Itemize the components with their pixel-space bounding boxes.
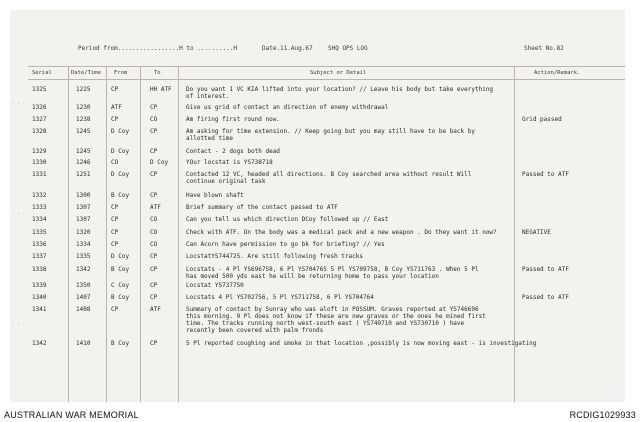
entry-detail-line: Am asking for time extension. // Keep going but you may still have to be back by xyxy=(186,128,475,135)
entry-time: 1238 xyxy=(76,116,91,123)
col-header-from: From xyxy=(114,70,128,76)
entry-from: B Coy xyxy=(111,192,130,199)
col-header-serial: Serial xyxy=(32,70,52,76)
entry-to: D Coy xyxy=(150,159,169,166)
table-header-rule xyxy=(28,79,625,80)
entry-time: 1246 xyxy=(76,159,91,166)
entry-time: 1307 xyxy=(76,216,91,223)
entry-from: D Coy xyxy=(111,128,130,135)
entry-to: CP xyxy=(150,128,158,135)
entry-detail-line: Locstats 4 Pl YS702756, 5 Pl YS711758, 6 Pl YS704764 xyxy=(186,294,374,301)
entry-from: B Coy xyxy=(111,340,130,347)
entry-to: CO xyxy=(150,116,158,123)
entry-time: 1230 xyxy=(76,104,91,111)
entry-detail-line: 5 Pl reported coughing and smoke in that location ,possibly is now moving east - is investigating xyxy=(186,340,537,347)
entry-time: 1300 xyxy=(76,192,91,199)
entry-serial: 1336 xyxy=(32,241,47,248)
entry-detail-line: YOur locstat is YS738718 xyxy=(186,159,273,166)
entry-from: D Coy xyxy=(111,148,130,155)
entry-to: CP xyxy=(150,148,158,155)
entry-to: HH ATF xyxy=(150,86,172,93)
entry-to: ATF xyxy=(150,204,161,211)
log-sheet xyxy=(10,10,625,402)
entry-serial: 1340 xyxy=(32,294,47,301)
period-field: Period from.................H to ..........H xyxy=(78,45,237,52)
entry-action: Passed to ATF xyxy=(522,171,569,178)
entry-serial: 1328 xyxy=(32,128,47,135)
entry-detail-line: Check with ATF. On the body was a medical pack and a new weapon . Do they want it now? xyxy=(186,229,497,236)
archive-credit: AUSTRALIAN WAR MEMORIAL xyxy=(4,410,139,420)
entry-serial: 1330 xyxy=(32,159,47,166)
entry-from: D Coy xyxy=(111,253,130,260)
entry-serial: 1335 xyxy=(32,229,47,236)
entry-to: CP xyxy=(150,192,158,199)
col-header-datetime: Date/Time xyxy=(71,70,101,76)
entry-from: CP xyxy=(111,229,119,236)
entry-from: B Coy xyxy=(111,266,130,273)
entry-to: CO xyxy=(150,216,158,223)
entry-serial: 1325 xyxy=(32,86,47,93)
entry-serial: 1339 xyxy=(32,282,47,289)
entry-serial: 1338 xyxy=(32,266,47,273)
entry-detail-line: allotted time xyxy=(186,135,233,142)
entry-time: 1350 xyxy=(76,282,91,289)
entry-time: 1407 xyxy=(76,294,91,301)
entry-serial: 1332 xyxy=(32,192,47,199)
entry-time: 1245 xyxy=(76,148,91,155)
entry-detail-line: continue original task xyxy=(186,178,266,185)
entry-to: CO xyxy=(150,241,158,248)
date-field: Date.11.Aug.67 xyxy=(262,45,313,52)
entry-from: D Coy xyxy=(111,171,130,178)
punch-mark: · · · · · xyxy=(12,322,36,326)
entry-detail-line: Contacted 12 VC, headed all directions. B Coy searched area without result Will xyxy=(186,171,472,178)
entry-detail-line: Brief summary of the contact passed to ATF xyxy=(186,204,338,211)
entry-to: CP xyxy=(150,253,158,260)
entry-from: CP xyxy=(111,116,119,123)
entry-detail-line: this morning. 9 Pl does not know if these are new graves or the ones he mined first xyxy=(186,313,486,320)
entry-from: C Coy xyxy=(111,282,130,289)
entry-detail-line: Can Acorn have permission to go bk for briefing? // Yes xyxy=(186,241,385,248)
entry-from: CP xyxy=(111,204,119,211)
entry-time: 1342 xyxy=(76,266,91,273)
column-divider xyxy=(68,66,69,402)
entry-to: CO xyxy=(150,229,158,236)
column-divider xyxy=(140,66,141,402)
entry-serial: 1326 xyxy=(32,104,47,111)
column-divider xyxy=(514,66,515,402)
entry-to: CP xyxy=(150,294,158,301)
punch-mark: · · · · · xyxy=(12,102,36,106)
entry-serial: 1341 xyxy=(32,306,47,313)
entry-serial: 1331 xyxy=(32,171,47,178)
entry-action: Passed to ATF xyxy=(522,294,569,301)
sheet-number: Sheet No.82 xyxy=(524,45,564,52)
entry-detail-line: time. The tracks running north west-south east ( YS740710 and YS730710 ) have xyxy=(186,320,465,327)
entry-serial: 1327 xyxy=(32,116,47,123)
entry-action: Passed to ATF xyxy=(522,266,569,273)
entry-detail-line: Have blown shaft xyxy=(186,192,244,199)
entry-detail-line: Contact - 2 dogs both dead xyxy=(186,148,280,155)
entry-from: CO xyxy=(111,159,119,166)
col-header-subject: Subject or Detail xyxy=(310,70,367,76)
entry-action: Grid passed xyxy=(522,116,562,123)
entry-serial: 1333 xyxy=(32,204,47,211)
entry-serial: 1337 xyxy=(32,253,47,260)
entry-from: CP xyxy=(111,216,119,223)
entry-from: ATF xyxy=(111,104,122,111)
entry-from: CP xyxy=(111,306,119,313)
entry-time: 1251 xyxy=(76,171,91,178)
entry-to: CP xyxy=(150,104,158,111)
entry-from: CP xyxy=(111,86,119,93)
col-header-to: To xyxy=(154,70,161,76)
entry-detail-line: Am firing first round now. xyxy=(186,116,280,123)
archive-reference: RCDIG1029933 xyxy=(569,410,636,420)
entry-detail-line: of interest. xyxy=(186,93,230,100)
entry-time: 1334 xyxy=(76,241,91,248)
entry-time: 1410 xyxy=(76,340,91,347)
entry-from: B Coy xyxy=(111,294,130,301)
column-divider xyxy=(178,66,179,402)
entry-time: 1225 xyxy=(76,86,91,93)
entry-detail-line: Give us grid of contact an direction of enemy withdrawal xyxy=(186,104,389,111)
entry-time: 1320 xyxy=(76,229,91,236)
entry-detail-line: recently been covered with palm fronds xyxy=(186,327,324,334)
entry-to: ATF xyxy=(150,306,161,313)
entry-time: 1245 xyxy=(76,128,91,135)
entry-to: CP xyxy=(150,282,158,289)
table-top-rule xyxy=(28,66,625,67)
entry-to: CP xyxy=(150,171,158,178)
column-divider xyxy=(106,66,107,402)
entry-serial: 1334 xyxy=(32,216,47,223)
entry-action: NEGATIVE xyxy=(522,229,551,236)
entry-to: CP xyxy=(150,340,158,347)
col-header-action: Action/Remark. xyxy=(534,70,581,76)
entry-detail-line: LocstatYS744725. Are still following fresh tracks xyxy=(186,253,364,260)
entry-time: 1335 xyxy=(76,253,91,260)
entry-detail-line: has moved 500 yds east he will be returning home to pass your location xyxy=(186,273,439,280)
entry-serial: 1342 xyxy=(32,340,47,347)
entry-detail-line: Summary of contact by Sunray who was aloft in POSSUM. Graves reported at YS746696 xyxy=(186,306,479,313)
entry-from: CP xyxy=(111,241,119,248)
entry-time: 1408 xyxy=(76,306,91,313)
log-title: SHQ OPS LOG xyxy=(328,45,368,52)
entry-detail-line: Do you want 1 VC KIA lifted into your location? // Leave his body but take everything xyxy=(186,86,494,93)
entry-detail-line: Locstats - 4 Pl YS696758, 6 Pl YS704765 5 Pl YS709758, B Coy YS711763 . When 5 Pl xyxy=(186,266,479,273)
entry-detail-line: Locstat YS737750 xyxy=(186,282,244,289)
entry-serial: 1329 xyxy=(32,148,47,155)
entry-time: 1307 xyxy=(76,204,91,211)
punch-mark: · · · · · xyxy=(12,212,36,216)
entry-detail-line: Can you tell us which direction DCoy followed up // East xyxy=(186,216,389,223)
entry-to: CP xyxy=(150,266,158,273)
